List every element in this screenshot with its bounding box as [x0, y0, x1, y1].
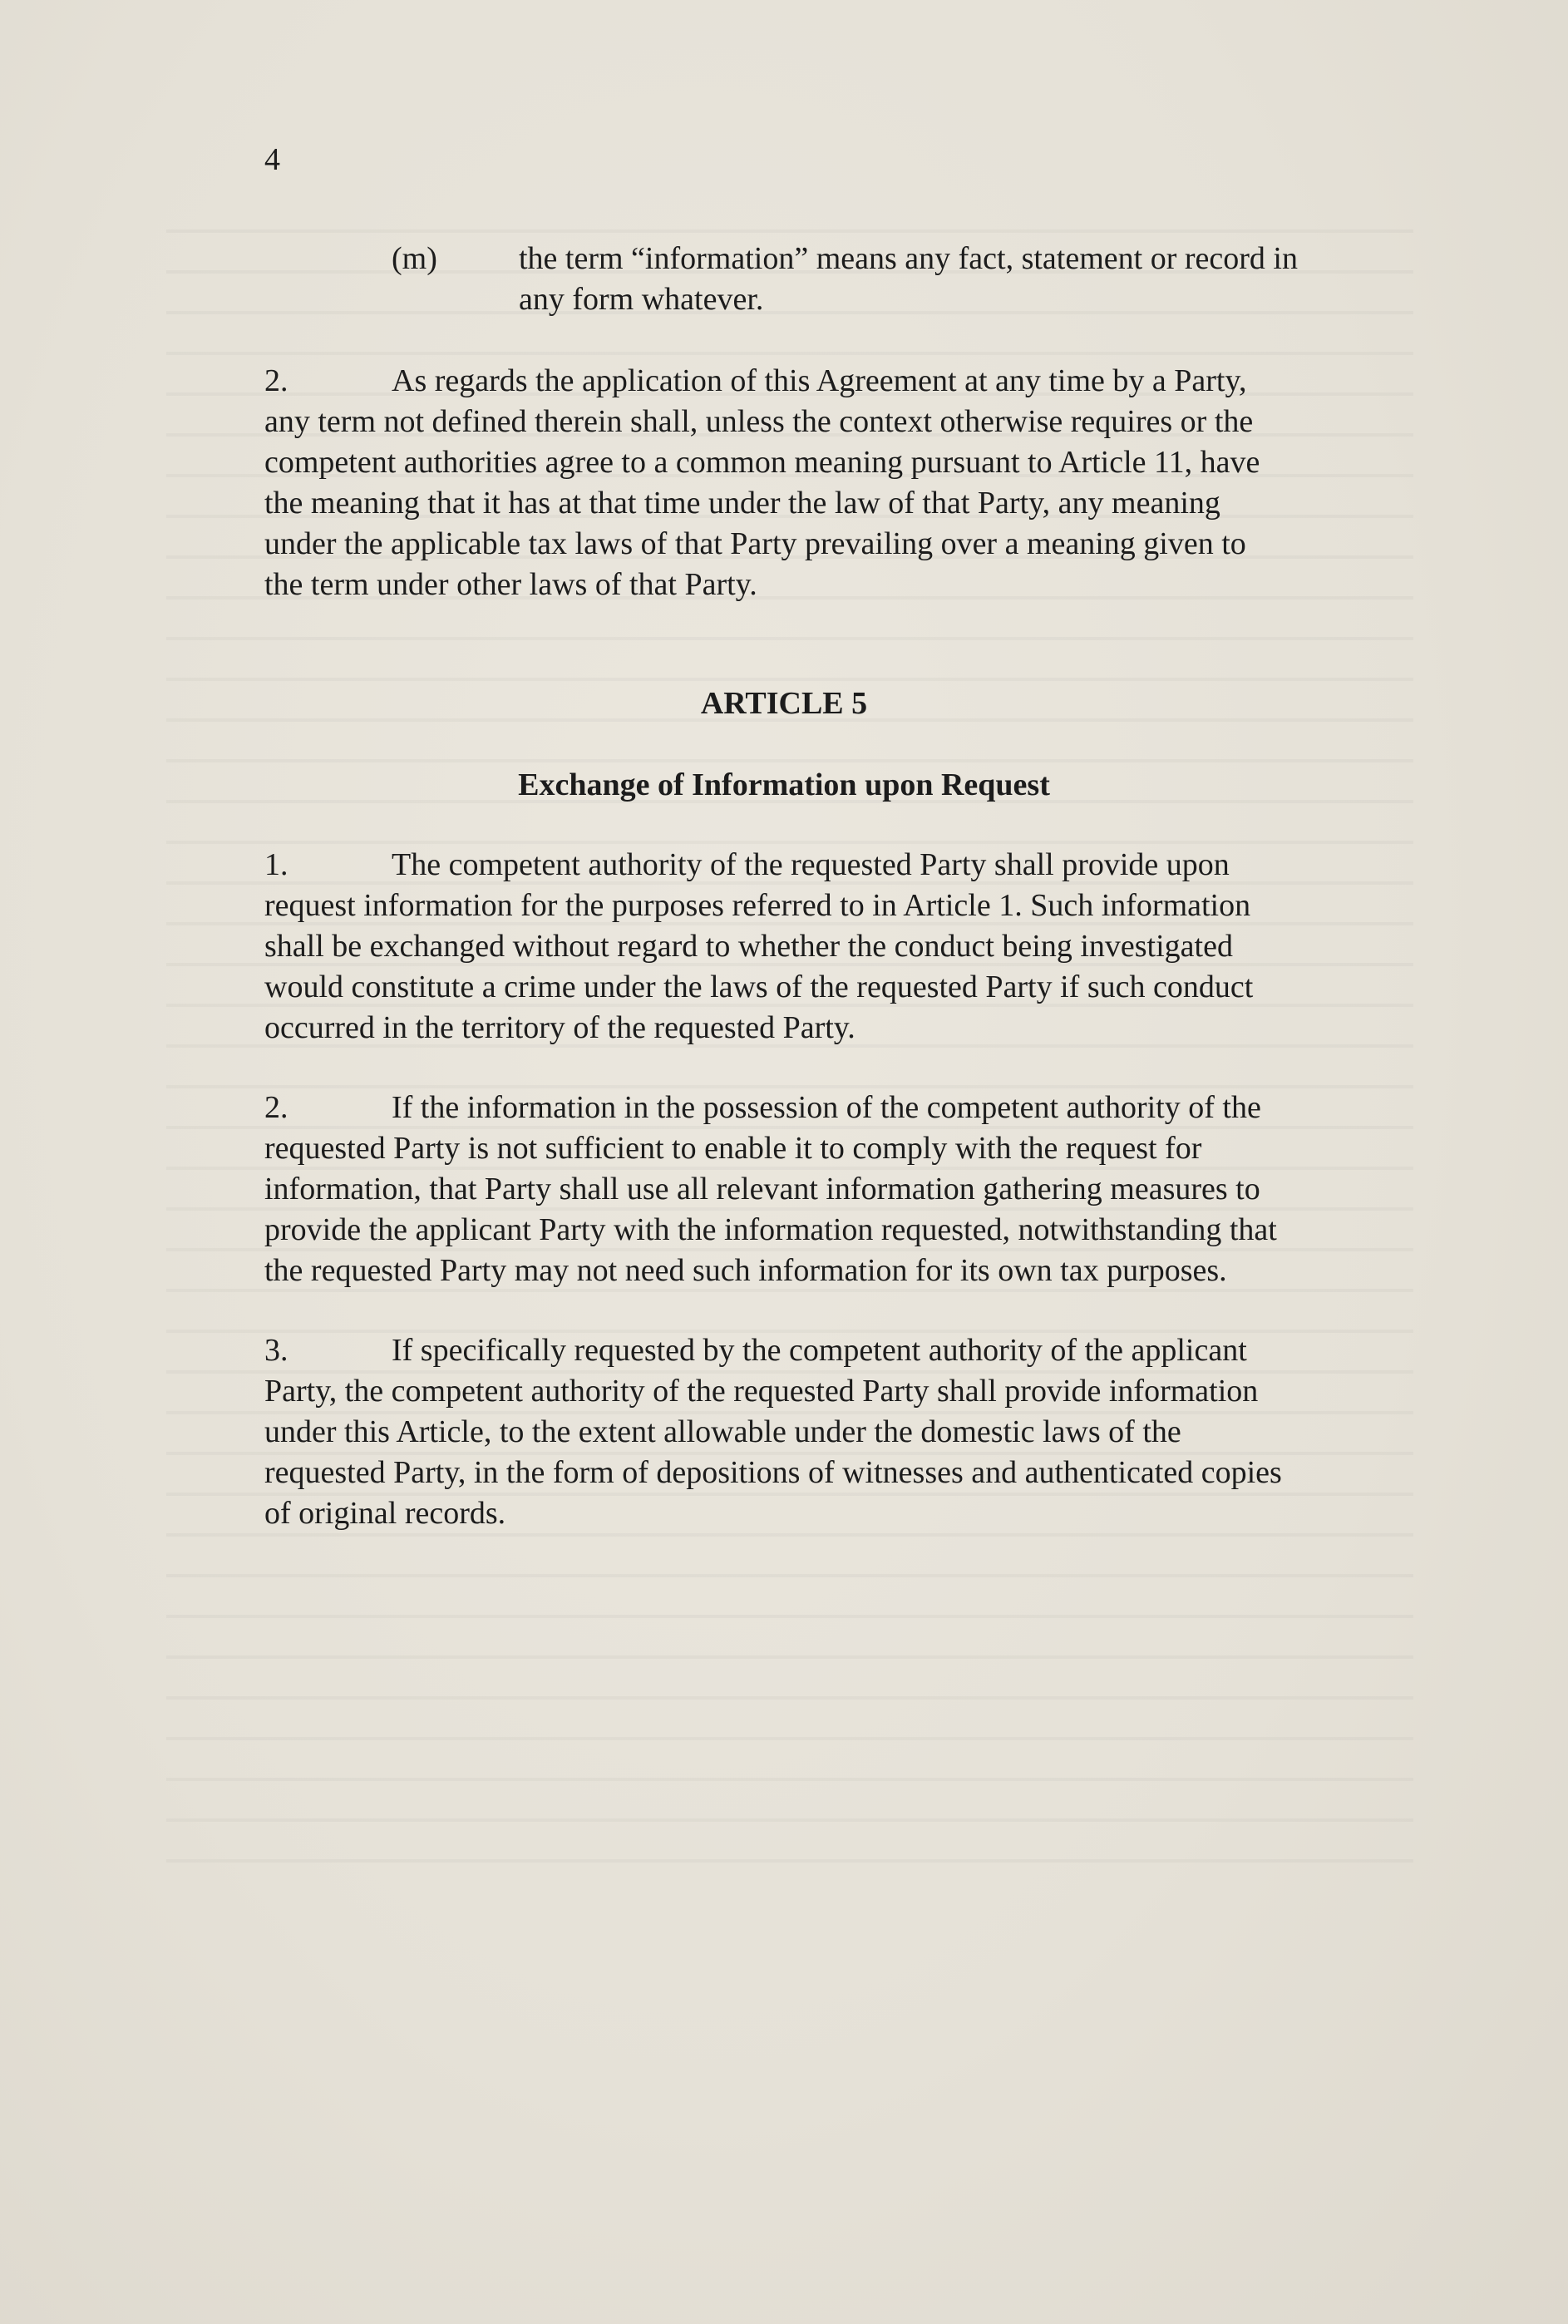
- paragraph-line-text: If specifically requested by the competent authority of the applicant: [392, 1333, 1247, 1368]
- paragraph-line-text: The competent authority of the requested Party shall provide upon: [392, 847, 1230, 882]
- paragraph-line: information, that Party shall use all relevant information gathering measures to: [264, 1172, 1260, 1206]
- page-number: 4: [264, 142, 280, 177]
- paragraph-line: of original records.: [264, 1496, 506, 1531]
- paragraph-line: request information for the purposes referred to in Article 1. Such information: [264, 888, 1251, 923]
- paragraph-line: under the applicable tax laws of that Party prevailing over a meaning given to: [264, 526, 1246, 561]
- article-title: ARTICLE 5: [700, 686, 868, 721]
- paragraph-line: [264, 1330, 1412, 1371]
- paragraph-definitions-2: [264, 361, 1412, 605]
- paragraph-line: Party, the competent authority of the requested Party shall provide information: [264, 1374, 1259, 1409]
- paragraph-line-text: If the information in the possession of the competent authority of the: [392, 1090, 1261, 1125]
- article-paragraph-3: [264, 1330, 1412, 1534]
- paragraph-line: any term not defined therein shall, unless the context otherwise requires or the: [264, 404, 1254, 439]
- paragraph-line: the meaning that it has at that time under the law of that Party, any meaning: [264, 486, 1220, 521]
- paragraph-line: shall be exchanged without regard to whether the conduct being investigated: [264, 929, 1233, 964]
- paragraph-number: 2.: [264, 1090, 288, 1125]
- paragraph-line: [264, 845, 1412, 886]
- paragraph-line: requested Party is not sufficient to enable it to comply with the request for: [264, 1131, 1202, 1166]
- paragraph-line: would constitute a crime under the laws of the requested Party if such conduct: [264, 970, 1254, 1004]
- definition-marker: (m): [392, 241, 437, 276]
- paragraph-number: 3.: [264, 1333, 288, 1368]
- article-paragraph-2: [264, 1088, 1412, 1291]
- paragraph-line: under this Article, to the extent allowable under the domestic laws of the: [264, 1414, 1181, 1449]
- paragraph-line: occurred in the territory of the requested Party.: [264, 1010, 855, 1045]
- paragraph-line: provide the applicant Party with the information requested, notwithstanding that: [264, 1212, 1277, 1247]
- article-paragraph-1: [264, 845, 1412, 1049]
- paragraph-line: [264, 361, 1412, 402]
- paragraph-line: [264, 1088, 1412, 1128]
- definition-line: any form whatever.: [519, 282, 764, 317]
- definition-line: the term “information” means any fact, statement or record in: [519, 241, 1298, 276]
- paragraph-number: 2.: [264, 363, 288, 398]
- paragraph-line-text: As regards the application of this Agreement at any time by a Party,: [392, 363, 1247, 398]
- paragraph-line: competent authorities agree to a common meaning pursuant to Article 11, have: [264, 445, 1260, 480]
- paragraph-number: 1.: [264, 847, 288, 882]
- definition-text: [519, 239, 1408, 320]
- article-subtitle: Exchange of Information upon Request: [518, 767, 1050, 802]
- paragraph-line: the term under other laws of that Party.: [264, 567, 757, 602]
- paragraph-line: requested Party, in the form of depositions of witnesses and authenticated copies: [264, 1455, 1282, 1490]
- paragraph-line: the requested Party may not need such information for its own tax purposes.: [264, 1253, 1227, 1288]
